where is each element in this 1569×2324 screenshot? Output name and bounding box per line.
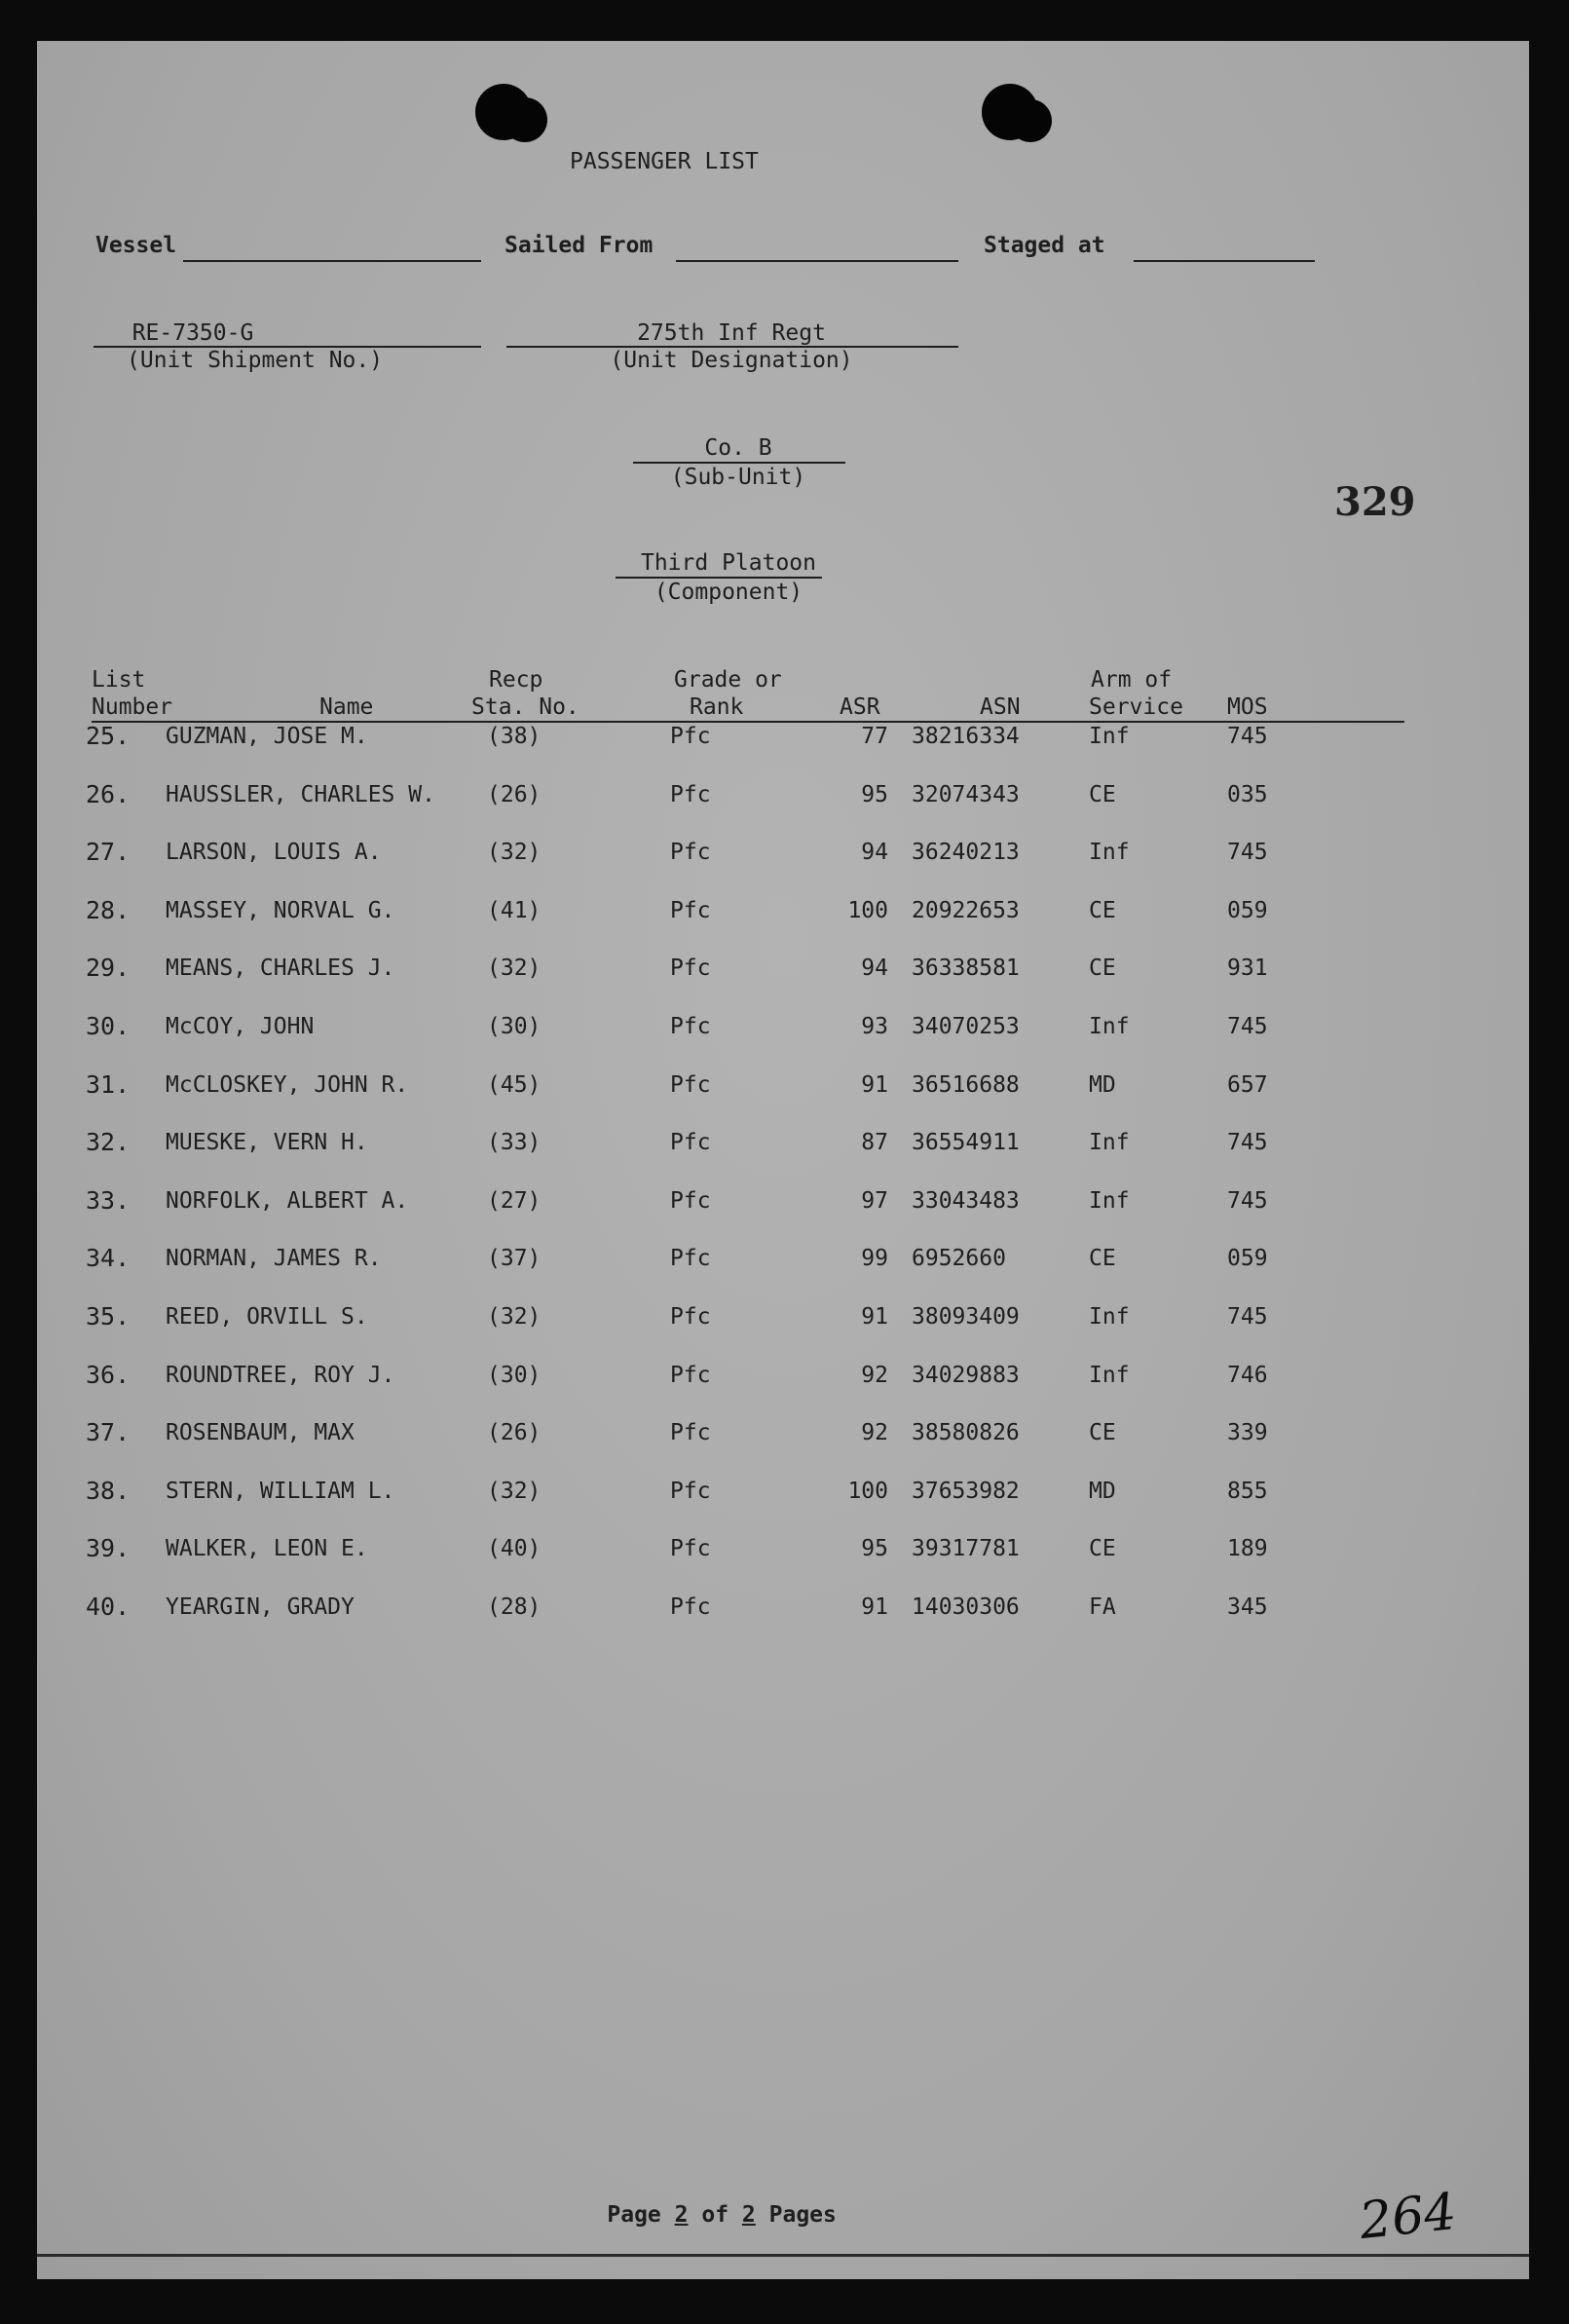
row-mos: 745 — [1227, 1014, 1268, 1039]
row-arm: MD — [1089, 1071, 1116, 1098]
row-grade: Pfc — [670, 1071, 711, 1098]
row-number: 26. — [86, 779, 131, 808]
table-row — [37, 781, 1529, 820]
table-row — [37, 1478, 1529, 1517]
row-name: HAUSSLER, CHARLES W. — [166, 781, 435, 807]
row-asr: 95 — [861, 1536, 888, 1562]
row-asr: 95 — [861, 781, 888, 807]
table-row — [37, 955, 1529, 993]
row-recp: (28) — [487, 1594, 542, 1620]
row-asn: 36240213 — [912, 840, 1020, 866]
table-row — [37, 1013, 1529, 1052]
row-grade: Pfc — [670, 1187, 711, 1214]
row-arm: CE — [1089, 956, 1116, 982]
row-asr: 92 — [861, 1362, 888, 1388]
row-arm: CE — [1089, 781, 1116, 807]
row-grade: Pfc — [670, 1420, 711, 1446]
row-asr: 100 — [847, 1478, 888, 1504]
row-number: 30. — [86, 1012, 131, 1040]
row-asn: 38093409 — [912, 1304, 1020, 1330]
row-name: STERN, WILLIAM L. — [166, 1478, 395, 1504]
row-grade: Pfc — [670, 781, 711, 807]
unit-shipment-value: RE-7350-G — [131, 320, 254, 346]
component-value: Third Platoon — [640, 550, 816, 576]
row-number: 28. — [86, 895, 131, 924]
row-asr: 93 — [861, 1014, 888, 1039]
header-recp-2: Sta. No. — [471, 694, 579, 720]
row-arm: Inf — [1089, 1362, 1130, 1388]
unit-shipment-label: (Unit Shipment No.) — [127, 348, 384, 373]
row-arm: Inf — [1089, 1130, 1130, 1156]
row-mos: 745 — [1227, 840, 1268, 866]
header-grade-1: Grade or — [674, 667, 782, 693]
row-name: NORFOLK, ALBERT A. — [166, 1187, 409, 1214]
row-asn: 39317781 — [912, 1536, 1020, 1562]
row-recp: (33) — [487, 1130, 542, 1156]
row-recp: (32) — [487, 1478, 542, 1504]
row-asr: 87 — [861, 1130, 888, 1156]
row-mos: 059 — [1227, 897, 1268, 923]
row-asr: 100 — [847, 897, 888, 923]
header-mos: MOS — [1227, 694, 1268, 720]
row-arm: Inf — [1089, 1014, 1130, 1039]
row-recp: (26) — [487, 781, 542, 807]
footer-suffix: Pages — [768, 2202, 837, 2228]
row-grade: Pfc — [670, 1014, 711, 1039]
header-list-1: List — [92, 667, 146, 693]
row-grade: Pfc — [670, 1246, 711, 1272]
row-mos: 745 — [1227, 1130, 1268, 1156]
row-mos: 745 — [1227, 1187, 1268, 1214]
row-arm: Inf — [1089, 1187, 1130, 1214]
row-mos: 746 — [1227, 1362, 1268, 1388]
row-name: MUESKE, VERN H. — [166, 1130, 368, 1156]
row-arm: CE — [1089, 1536, 1116, 1562]
row-name: MASSEY, NORVAL G. — [166, 897, 395, 923]
row-recp: (32) — [487, 1304, 542, 1330]
row-arm: CE — [1089, 1420, 1116, 1446]
document-page — [37, 41, 1529, 2279]
row-number: 25. — [86, 722, 131, 750]
row-number: 34. — [86, 1244, 131, 1273]
table-row — [37, 897, 1529, 936]
table-row — [37, 1187, 1529, 1226]
row-name: MEANS, CHARLES J. — [166, 956, 395, 982]
header-asn: ASN — [980, 694, 1021, 720]
table-row — [37, 1362, 1529, 1401]
row-arm: CE — [1089, 1246, 1116, 1272]
row-recp: (30) — [487, 1014, 542, 1039]
row-asn: 32074343 — [912, 781, 1020, 807]
staged-at-label: Staged at — [984, 233, 1105, 258]
row-grade: Pfc — [670, 1304, 711, 1330]
row-asr: 97 — [861, 1187, 888, 1214]
row-name: ROUNDTREE, ROY J. — [166, 1362, 395, 1388]
row-name: REED, ORVILL S. — [166, 1304, 368, 1330]
component-label: (Component) — [654, 580, 803, 605]
row-name: YEARGIN, GRADY — [166, 1594, 355, 1620]
row-number: 36. — [86, 1360, 131, 1389]
table-row — [37, 723, 1529, 762]
row-number: 37. — [86, 1418, 131, 1447]
row-grade: Pfc — [670, 897, 711, 923]
row-grade: Pfc — [670, 1478, 711, 1504]
row-grade: Pfc — [670, 1130, 711, 1156]
row-number: 35. — [86, 1302, 131, 1331]
unit-designation-value: 275th Inf Regt — [637, 320, 826, 346]
vessel-label: Vessel — [95, 233, 177, 258]
row-asr: 91 — [861, 1304, 888, 1330]
row-arm: FA — [1089, 1594, 1116, 1620]
sailed-from-line — [676, 260, 958, 262]
row-arm: Inf — [1089, 724, 1130, 749]
row-asn: 34029883 — [912, 1362, 1020, 1388]
unit-designation-label: (Unit Designation) — [610, 348, 853, 373]
row-number: 40. — [86, 1593, 131, 1621]
header-arm-1: Arm of — [1091, 667, 1173, 693]
row-recp: (41) — [487, 897, 542, 923]
row-asn: 6952660 — [912, 1246, 1006, 1272]
row-name: ROSENBAUM, MAX — [166, 1420, 355, 1446]
sub-unit-value: Co. B — [704, 435, 772, 461]
row-asr: 94 — [861, 840, 888, 866]
row-grade: Pfc — [670, 1362, 711, 1388]
row-number: 27. — [86, 838, 131, 867]
row-asn: 36554911 — [912, 1130, 1020, 1156]
row-number: 38. — [86, 1476, 131, 1505]
bottom-edge-rule — [37, 2254, 1529, 2257]
row-recp: (40) — [487, 1536, 542, 1562]
row-mos: 931 — [1227, 956, 1268, 982]
row-asr: 77 — [861, 724, 888, 749]
row-mos: 345 — [1227, 1594, 1268, 1620]
row-number: 33. — [86, 1185, 131, 1215]
row-asn: 37653982 — [912, 1478, 1020, 1504]
sailed-from-label: Sailed From — [504, 233, 654, 258]
row-asn: 20922653 — [912, 897, 1020, 923]
table-row — [37, 1593, 1529, 1632]
page-number: 329 — [1334, 479, 1416, 525]
row-asn: 38580826 — [912, 1420, 1020, 1446]
row-asn: 33043483 — [912, 1187, 1020, 1214]
staged-at-line — [1134, 260, 1315, 262]
row-asn: 38216334 — [912, 724, 1020, 749]
row-grade: Pfc — [670, 956, 711, 982]
table-row — [37, 1129, 1529, 1168]
row-recp: (32) — [487, 956, 542, 982]
footer-total-pages: 2 — [741, 2202, 756, 2228]
row-mos: 745 — [1227, 724, 1268, 749]
row-mos: 339 — [1227, 1420, 1268, 1446]
punch-hole-left-2 — [503, 97, 547, 142]
row-mos: 745 — [1227, 1304, 1268, 1330]
header-asr: ASR — [840, 694, 880, 720]
row-asr: 92 — [861, 1420, 888, 1446]
table-row — [37, 1419, 1529, 1458]
row-name: LARSON, LOUIS A. — [166, 840, 382, 866]
row-grade: Pfc — [670, 1594, 711, 1620]
row-arm: CE — [1089, 897, 1116, 923]
row-recp: (27) — [487, 1187, 542, 1214]
row-number: 32. — [86, 1128, 131, 1157]
header-name: Name — [319, 694, 374, 720]
table-row — [37, 1071, 1529, 1110]
row-grade: Pfc — [670, 840, 711, 866]
header-grade-2: Rank — [690, 694, 744, 720]
footer-middle: of — [701, 2202, 729, 2228]
row-asr: 91 — [861, 1071, 888, 1098]
row-name: McCOY, JOHN — [166, 1014, 315, 1039]
footer-prefix: Page — [607, 2202, 661, 2228]
footer-current-page: 2 — [674, 2202, 689, 2228]
row-arm: Inf — [1089, 840, 1130, 866]
table-row — [37, 1245, 1529, 1284]
row-asr: 99 — [861, 1246, 888, 1272]
sub-unit-label: (Sub-Unit) — [670, 465, 806, 490]
header-list-2: Number — [92, 694, 173, 720]
header-arm-2: Service — [1089, 694, 1183, 720]
punch-hole-right-2 — [1009, 99, 1052, 142]
row-number: 39. — [86, 1534, 131, 1563]
row-number: 31. — [86, 1069, 131, 1099]
row-name: GUZMAN, JOSE M. — [166, 724, 368, 749]
row-arm: MD — [1089, 1478, 1116, 1504]
row-recp: (32) — [487, 840, 542, 866]
row-mos: 035 — [1227, 781, 1268, 807]
row-recp: (37) — [487, 1246, 542, 1272]
header-recp-1: Recp — [489, 667, 543, 693]
row-arm: Inf — [1089, 1304, 1130, 1330]
row-asn: 34070253 — [912, 1014, 1020, 1039]
row-asr: 94 — [861, 956, 888, 982]
row-name: NORMAN, JAMES R. — [166, 1246, 382, 1272]
vessel-line — [183, 260, 481, 262]
row-mos: 059 — [1227, 1246, 1268, 1272]
page-footer — [553, 2174, 837, 2256]
row-recp: (38) — [487, 724, 542, 749]
row-mos: 855 — [1227, 1478, 1268, 1504]
row-asn: 36338581 — [912, 956, 1020, 982]
row-asr: 91 — [861, 1594, 888, 1620]
row-recp: (45) — [487, 1071, 542, 1098]
document-title: PASSENGER LIST — [570, 149, 759, 174]
row-name: WALKER, LEON E. — [166, 1536, 368, 1562]
row-mos: 189 — [1227, 1536, 1268, 1562]
row-asn: 14030306 — [912, 1594, 1020, 1620]
row-name: McCLOSKEY, JOHN R. — [166, 1071, 409, 1098]
row-mos: 657 — [1227, 1071, 1268, 1098]
row-asn: 36516688 — [912, 1071, 1020, 1098]
row-grade: Pfc — [670, 1536, 711, 1562]
handwritten-number: 264 — [1357, 2182, 1460, 2252]
row-number: 29. — [86, 954, 131, 983]
row-recp: (30) — [487, 1362, 542, 1388]
row-recp: (26) — [487, 1420, 542, 1446]
row-grade: Pfc — [670, 724, 711, 749]
table-row — [37, 1535, 1529, 1574]
table-row — [37, 839, 1529, 878]
table-row — [37, 1303, 1529, 1342]
